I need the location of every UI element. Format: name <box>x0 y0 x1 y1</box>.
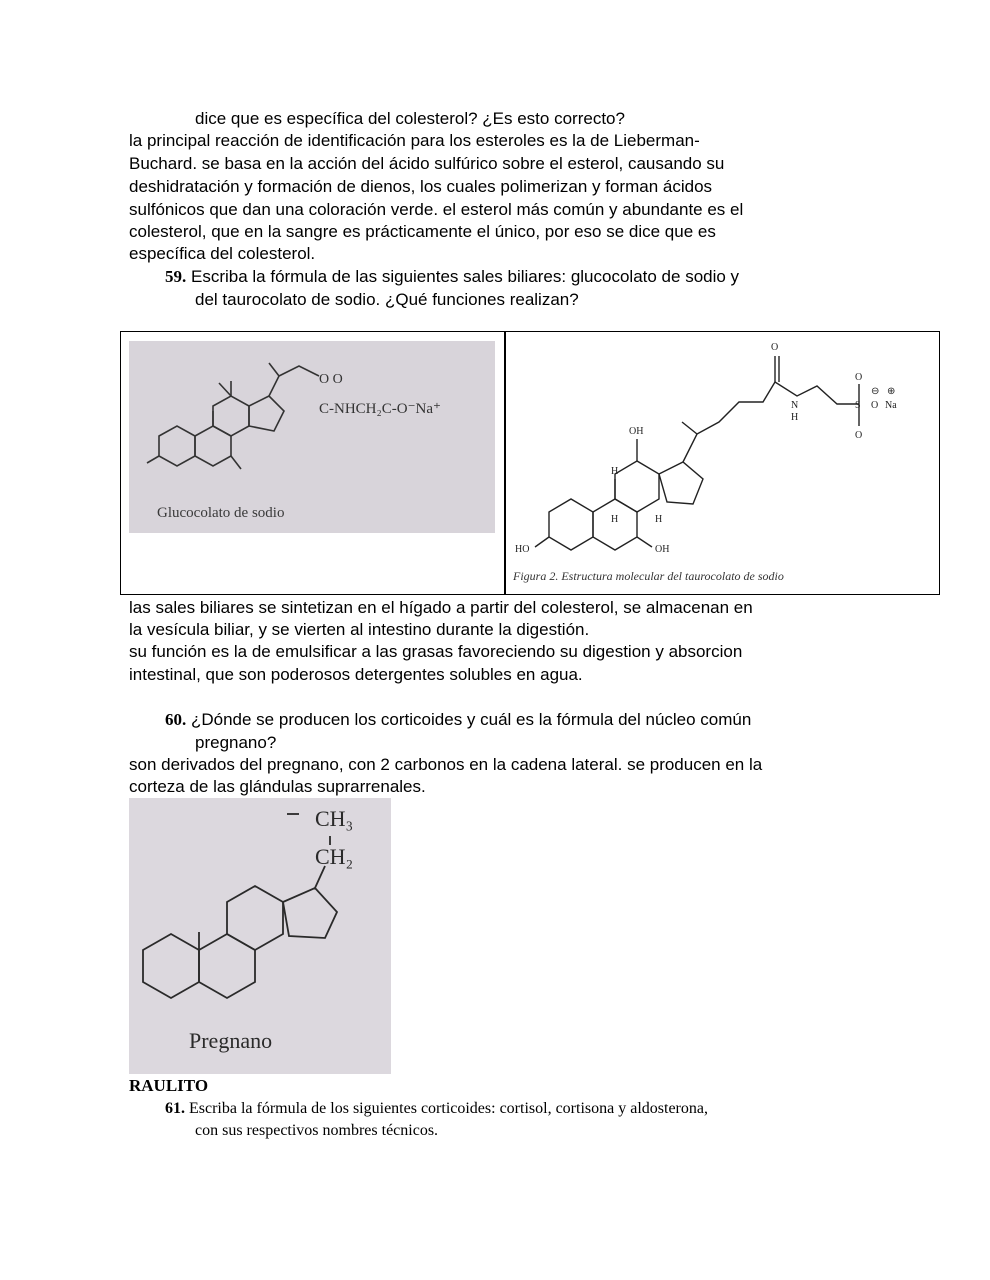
label-o: O <box>871 400 879 411</box>
question-60 <box>165 709 751 731</box>
author: RAULITO <box>129 1076 209 1095</box>
question-number: 60. <box>165 710 187 729</box>
question-text: con sus respectivos nombres técnicos. <box>195 1122 439 1139</box>
label-oh: OH <box>629 426 644 437</box>
glucocolato-formula-top: O O <box>319 372 343 387</box>
answer-line: son derivados del pregnano, con 2 carbonos en la cadena lateral. se producen en la <box>129 755 763 774</box>
pregnano-figure <box>129 798 391 1074</box>
answer-line: sulfónicos que dan una coloración verde. el esterol más común y abundante es el <box>129 200 744 219</box>
answer-line: intestinal, que son poderosos detergentes solubles en agua. <box>129 665 583 684</box>
label-na: Na <box>885 400 897 411</box>
question-text: ¿Dónde se producen los corticoides y cuál es la fórmula del núcleo común <box>190 710 752 729</box>
answer-line: la principal reacción de identificación para los esteroles es la de Lieberman- <box>129 131 700 150</box>
label-plus: ⊕ <box>887 386 896 397</box>
answer-line: específica del colesterol. <box>129 244 316 263</box>
label-s: S <box>855 400 861 411</box>
question-61 <box>165 1098 708 1120</box>
glucocolato-caption: Glucocolato de sodio <box>157 505 285 521</box>
pregnano-ch2: CH₂ <box>315 844 354 869</box>
question-text: Escriba la fórmula de las siguientes sales biliares: glucocolato de sodio y <box>190 267 740 286</box>
answer-line: corteza de las glándulas suprarrenales. <box>129 777 426 796</box>
table-divider <box>504 332 506 594</box>
question-number: 59. <box>165 267 187 286</box>
label-h: H <box>611 466 619 477</box>
answer-line: la vesícula biliar, y se vierten al intestino durante la digestión. <box>129 620 590 639</box>
label-o: O <box>771 342 779 353</box>
pregnano-ch3: CH₃ <box>315 806 354 831</box>
label-ho: HO <box>515 544 530 555</box>
question-text: del taurocolato de sodio. ¿Qué funciones realizan? <box>195 290 579 309</box>
figure-table <box>120 331 940 595</box>
label-h: H <box>655 514 663 525</box>
answer-line: su función es la de emulsificar a las grasas favoreciendo su digestion y absorcion <box>129 642 743 661</box>
label-o: O <box>855 372 863 383</box>
label-h: H <box>611 514 619 525</box>
answer-line: Buchard. se basa en la acción del ácido sulfúrico sobre el esterol, causando su <box>129 154 725 173</box>
label-h: H <box>791 412 799 423</box>
question-text: pregnano? <box>195 733 277 752</box>
glucocolato-figure <box>129 341 495 533</box>
label-oh: OH <box>655 544 670 555</box>
pregnano-caption: Pregnano <box>189 1028 273 1053</box>
label-o: O <box>855 430 863 441</box>
answer-line: las sales biliares se sintetizan en el hígado a partir del colesterol, se almacenan en <box>129 598 753 617</box>
question-continuation: dice que es específica del colesterol? ¿Es esto correcto? <box>195 109 625 128</box>
taurocolato-figure <box>507 334 937 592</box>
glucocolato-formula: C-NHCH₂C-O⁻Na⁺ <box>319 401 441 417</box>
question-number: 61. <box>165 1100 185 1117</box>
answer-line: colesterol, que en la sangre es prácticamente el único, por eso se dice que es <box>129 222 716 241</box>
question-59 <box>165 266 739 288</box>
label-minus: ⊖ <box>871 386 880 397</box>
question-text: Escriba la fórmula de los siguientes corticoides: cortisol, cortisona y aldosterona, <box>189 1100 708 1117</box>
taurocolato-caption: Figura 2. Estructura molecular del taurocolato de sodio <box>513 569 784 583</box>
label-n: N <box>791 400 799 411</box>
answer-line: deshidratación y formación de dienos, los cuales polimerizan y forman ácidos <box>129 177 713 196</box>
